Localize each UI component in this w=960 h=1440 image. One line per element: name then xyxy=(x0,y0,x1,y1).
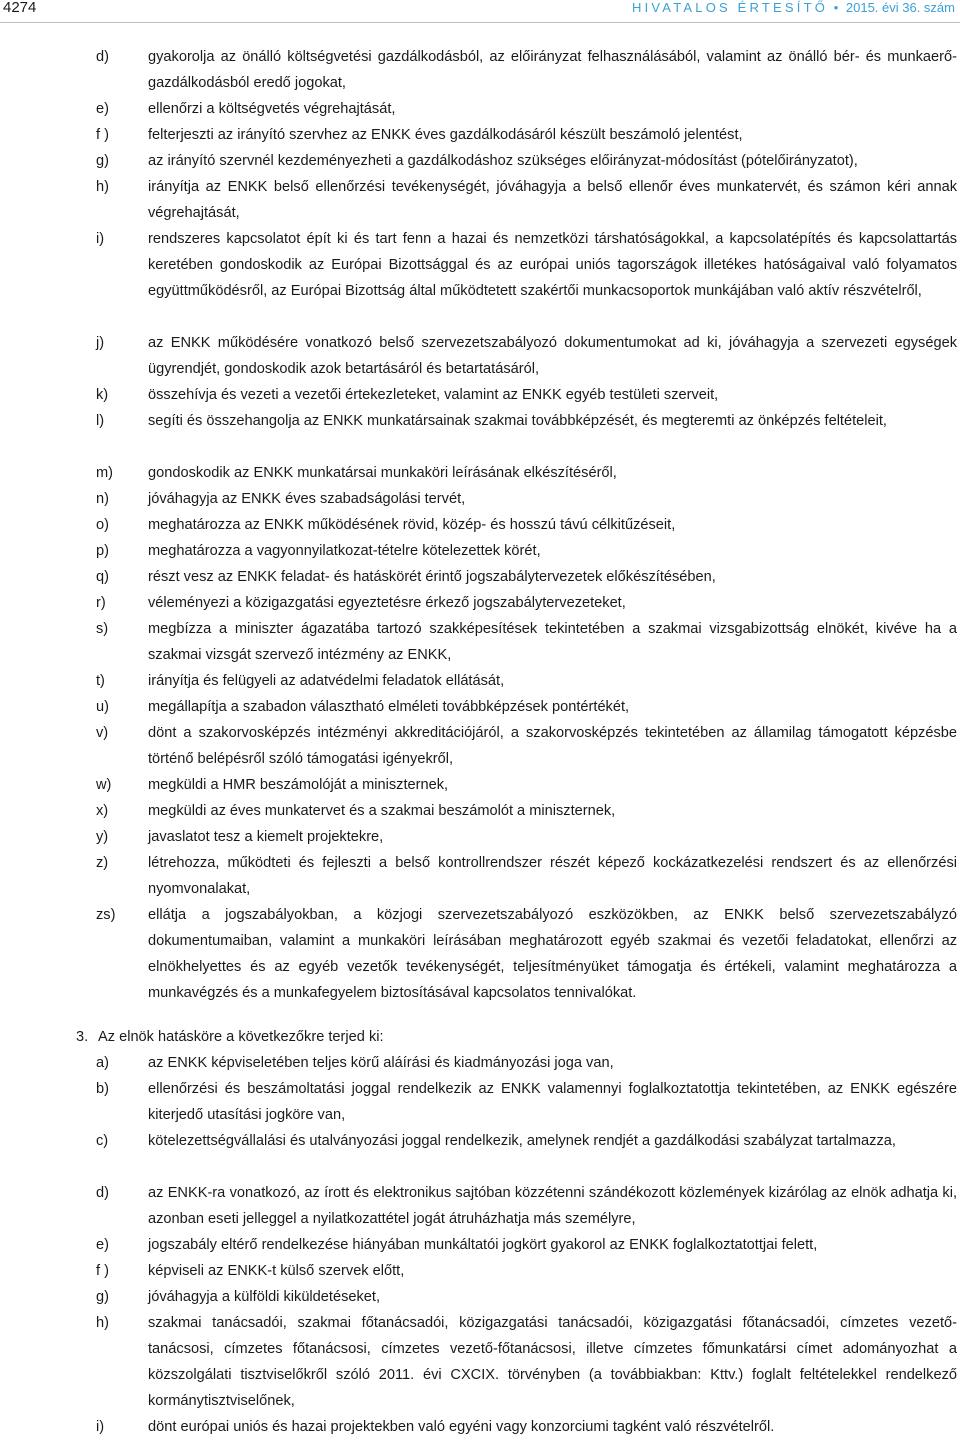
list-item-marker: b) xyxy=(96,1081,109,1097)
list-item xyxy=(0,824,960,850)
list-item-text: ellenőrzi a költségvetés végrehajtását, xyxy=(148,101,396,117)
list-item-marker: y) xyxy=(96,829,109,845)
list-item-text: képviseli az ENKK-t külső szervek előtt, xyxy=(148,1263,405,1279)
list-item-text: ellenőrzési és beszámoltatási joggal rendelkezik az ENKK valamennyi foglalkoztatottja tekintetében, az ENKK egészére kiterjedő utasítási jogköre van, xyxy=(148,1081,957,1123)
list-item-marker: e) xyxy=(96,101,109,117)
list-item-marker: l) xyxy=(96,413,105,429)
journal-title: HIVATALOS ÉRTESÍTŐ xyxy=(632,0,829,15)
list-item-text: jóváhagyja a külföldi kiküldetéseket, xyxy=(148,1289,381,1305)
list-item-text: ellátja a jogszabályokban, a közjogi szervezetszabályozó eszközökben, az ENKK belső szervezetszabályzó dokumentumaiban, valamint a munkaköri leírásában meghatározott egyéb szakmai és vezetői feladatokat, ellenőrzi az elnökhelyettes és az egyéb vezetők tevékenységét, teljesítményüket támogatja és értékeli, valamint meghatározza a munkavégzés és a munkafegyelem biztosításával kapcsolatos tennivalókat. xyxy=(148,907,957,1001)
list-item-text: szakmai tanácsadói, szakmai főtanácsadói, közigazgatási tanácsadói, közigazgatási főtanácsadói, címzetes vezető-tanácsosi, címzetes főtanácsosi, címzetes vezető-főtanácsosi, illetve címzetes főmunkatársi címet adományozhat a közszolgálati tisztviselőkről szóló 2011. évi CXCIX. törvényben (a továbbiakban: Kttv.) foglalt feltételekkel rendelkező kormánytisztviselőnek, xyxy=(148,1315,957,1409)
running-head xyxy=(632,0,955,16)
list-item xyxy=(0,512,960,538)
list-item xyxy=(0,382,960,408)
list-item-marker: g) xyxy=(96,153,109,169)
list-item-text: az irányító szervnél kezdeményezheti a gazdálkodáshoz szükséges előirányzat-módosítást (pótelőirányzatot), xyxy=(148,153,858,169)
list-item-marker: t) xyxy=(96,673,105,689)
list-item-marker: e) xyxy=(96,1237,109,1253)
list-item-text: kötelezettségvállalási és utalványozási joggal rendelkezik, amelynek rendjét a gazdálkodási szabályzat tartalmazza, xyxy=(148,1133,896,1149)
list-item-text: meghatározza a vagyonnyilatkozat-tételre kötelezettek körét, xyxy=(148,543,541,559)
list-item xyxy=(0,174,960,226)
list-item-marker: m) xyxy=(96,465,114,481)
list-item-text: meghatározza az ENKK működésének rövid, közép- és hosszú távú célkitűzéseit, xyxy=(148,517,676,533)
list-item-marker: d) xyxy=(96,1185,109,1201)
list-item-marker: w) xyxy=(96,777,112,793)
list-item-text: felterjeszti az irányító szervhez az ENKK éves gazdálkodásáról készült beszámoló jelentést, xyxy=(148,127,743,143)
list-item xyxy=(0,694,960,720)
header-rule xyxy=(0,22,960,23)
list-item-marker: k) xyxy=(96,387,109,403)
issue-label: 2015. évi 36. szám xyxy=(845,0,955,15)
list-item-marker: c) xyxy=(96,1133,109,1149)
list-item xyxy=(0,1050,960,1076)
list-item xyxy=(0,538,960,564)
list-item-text: megbízza a miniszter ágazatába tartozó szakképesítések tekintetében a szakmai vizsgabizottság elnökét, kivéve ha a szakmai vizsgát szervező intézmény az ENKK, xyxy=(148,621,957,663)
list-item-text: jóváhagyja az ENKK éves szabadságolási tervét, xyxy=(148,491,466,507)
list-item-text: gyakorolja az önálló költségvetési gazdálkodásból, az előirányzat felhasználásából, valamint az önálló bér- és munkaerő-gazdálkodásból eredő jogokat, xyxy=(148,49,957,91)
list-item xyxy=(0,1076,960,1128)
list-item-marker: n) xyxy=(96,491,109,507)
list-item xyxy=(0,720,960,772)
list-item-text: dönt a szakorvosképzés intézményi akkreditációjáról, a szakorvosképzés tekintetében az államilag támogatott képzésbe történő belépésről szóló támogatási igényekről, xyxy=(148,725,957,767)
list-item-marker: a) xyxy=(96,1055,109,1071)
list-item xyxy=(0,590,960,616)
list-item xyxy=(0,460,960,486)
list-item-text: az ENKK képviseletében teljes körű aláírási és kiadmányozási joga van, xyxy=(148,1055,614,1071)
list-item-marker: o) xyxy=(96,517,109,533)
list-item-text: megküldi a HMR beszámolóját a miniszternek, xyxy=(148,777,449,793)
list-item-marker: z) xyxy=(96,855,109,871)
list-item xyxy=(0,148,960,174)
list-item xyxy=(0,772,960,798)
list-item-marker: u) xyxy=(96,699,109,715)
list-item-marker: p) xyxy=(96,543,109,559)
list-item xyxy=(0,850,960,902)
page-number: 4274 xyxy=(3,0,37,16)
list-item-marker: f ) xyxy=(96,127,109,143)
list-item xyxy=(0,408,960,460)
list-item-marker: x) xyxy=(96,803,109,819)
list-item xyxy=(0,668,960,694)
list-item-marker: r) xyxy=(96,595,106,611)
list-item-text: létrehozza, működteti és fejleszti a belső kontrollrendszer részét képező kockázatkezelési rendszert és az ellenőrzési nyomvonalakat, xyxy=(148,855,957,897)
list-item-text: javaslatot tesz a kiemelt projektekre, xyxy=(148,829,384,845)
list-item xyxy=(0,798,960,824)
list-item-text: segíti és összehangolja az ENKK munkatársainak szakmai továbbképzését, és megteremti az önképzés feltételeit, xyxy=(148,413,887,429)
list-item-text: az ENKK-ra vonatkozó, az írott és elektronikus sajtóban közzétenni szándékozott közlemények kizárólag az elnök adhatja ki, azonban eseti jelleggel a nyilatkozattétel jogát átruházhatja más személyre, xyxy=(148,1185,957,1227)
list-item xyxy=(0,564,960,590)
list-item-text: az ENKK működésére vonatkozó belső szervezetszabályozó dokumentumokat ad ki, jóváhagyja a szervezeti egységek ügyrendjét, gondoskodik azok betartásáról és betartatásáról, xyxy=(148,335,957,377)
list-item-text: véleményezi a közigazgatási egyeztetésre érkező jogszabálytervezeteket, xyxy=(148,595,626,611)
list-item-marker: q) xyxy=(96,569,109,585)
list-item xyxy=(0,1284,960,1310)
list-item xyxy=(0,1180,960,1232)
section-number: 3. xyxy=(76,1029,89,1045)
list-item-text: irányítja az ENKK belső ellenőrzési tevékenységét, jóváhagyja a belső ellenőr éves munkatervét, és számon kéri annak végrehajtását, xyxy=(148,179,957,221)
list-item-marker: zs) xyxy=(96,907,116,923)
list-item-text: rendszeres kapcsolatot épít ki és tart fenn a hazai és nemzetközi társhatóságokkal, a kapcsolatépítés és kapcsolattartás keretében gondoskodik az Európai Bizottsággal és az európai uniós tagországok illetékes hatóságaival való folyamatos együttműködésről, az Európai Bizottság által működtetett szakértői munkacsoportok munkájában való aktív részvételről, xyxy=(148,231,957,299)
list-item-marker: s) xyxy=(96,621,109,637)
list-item xyxy=(0,226,960,330)
section-title: Az elnök hatásköre a következőkre terjed ki: xyxy=(98,1029,384,1045)
list-item-marker: i) xyxy=(96,1419,105,1435)
page-header xyxy=(0,0,960,20)
list-item-marker: h) xyxy=(96,1315,109,1331)
list-item xyxy=(0,1310,960,1414)
list-item xyxy=(0,1414,960,1440)
list-item-marker: h) xyxy=(96,179,109,195)
list-item-marker: j) xyxy=(96,335,105,351)
list-item xyxy=(0,330,960,382)
list-item-marker: i) xyxy=(96,231,105,247)
list-item-text: gondoskodik az ENKK munkatársai munkaköri leírásának elkészítéséről, xyxy=(148,465,617,481)
header-separator: • xyxy=(833,0,839,15)
list-item xyxy=(0,902,960,1006)
list-item-marker: f ) xyxy=(96,1263,109,1279)
list-item xyxy=(0,96,960,122)
list-item xyxy=(0,616,960,668)
list-item-text: jogszabály eltérő rendelkezése hiányában munkáltatói jogkört gyakorol az ENKK foglalkoztatottjai felett, xyxy=(148,1237,818,1253)
list-item-text: irányítja és felügyeli az adatvédelmi feladatok ellátását, xyxy=(148,673,505,689)
list-item-text: dönt európai uniós és hazai projektekben való egyéni vagy konzorciumi tagként való részvételről. xyxy=(148,1419,775,1435)
list-item xyxy=(0,1128,960,1180)
list-item-marker: g) xyxy=(96,1289,109,1305)
list-item-marker: d) xyxy=(96,49,109,65)
list-item-marker: v) xyxy=(96,725,109,741)
list-item xyxy=(0,44,960,96)
list-item xyxy=(0,122,960,148)
list-item-text: részt vesz az ENKK feladat- és hatáskörét érintő jogszabálytervezetek előkészítésében, xyxy=(148,569,716,585)
list-item xyxy=(0,486,960,512)
list-item-text: összehívja és vezeti a vezetői értekezleteket, valamint az ENKK egyéb testületi szerveit, xyxy=(148,387,719,403)
list-item xyxy=(0,1232,960,1258)
list-item xyxy=(0,1258,960,1284)
list-item-text: megállapítja a szabadon választható elméleti továbbképzések pontértékét, xyxy=(148,699,630,715)
list-item-text: megküldi az éves munkatervet és a szakmai beszámolót a miniszternek, xyxy=(148,803,616,819)
